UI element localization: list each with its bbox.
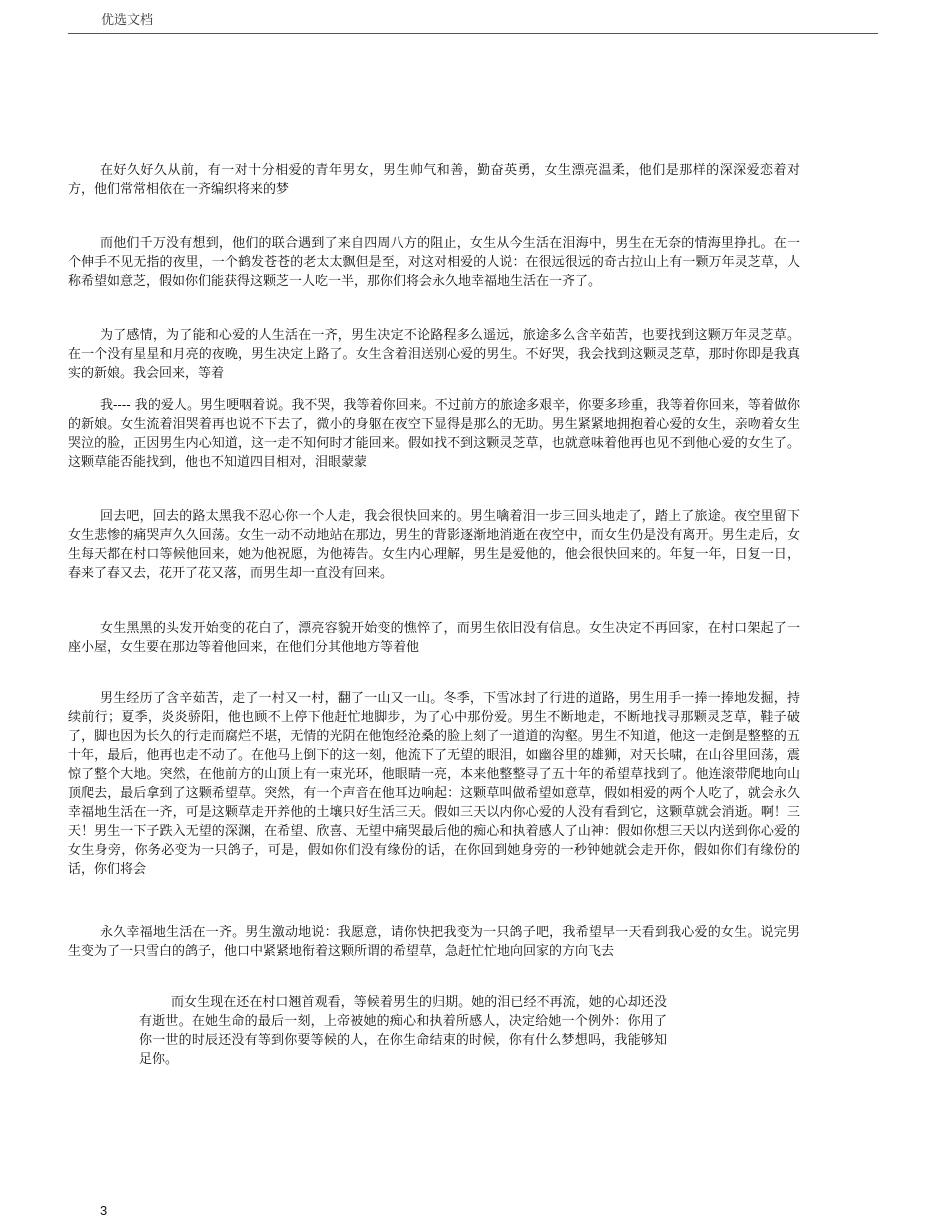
page-number: 3 xyxy=(100,1203,108,1218)
paragraph-7: 男生经历了含辛茹苦，走了一村又一村，翻了一山又一山。冬季，下雪冰封了行进的道路，男生用手一捧一捧地发掘，持续前行；夏季，炎炎骄阳，他也顾不上停下他赶忙地脚步，为了心中那份爱。男生不断地走，不断地找寻那颗灵芝草，鞋子破了，脚也因为长久的行走而腐烂不堪，无情的光阴在他饱经沧桑的脸上刻了一道道的沟壑。男生不知道，他这一走倒是整整的五十年，最后，他再也走不动了。在他马上倒下的这一刻，他流下了无望的眼泪，如幽谷里的雄狮，对天长啸，在山谷里回荡，震惊了整个大地。突然，在他前方的山顶上有一束光环，他眼睛一亮，本来他整整寻了五十年的希望草找到了。他连滚带爬地向山顶爬去，最后拿到了这颗希望草。突然，有一个声音在他耳边响起：这颗草叫做希望如意草，假如相爱的两个人吃了，就会永久幸福地生活在一齐，可是这颗草走开养他的土壤只好生活三天。假如三天以内你心爱的人没有看到它，这颗草就会消逝。啊！三天！男生一下子跌入无望的深渊，在希望、欣喜、无望中痛哭最后他的痴心和执着感人了山神：假如你想三天以内送到你心爱的女生身旁，你务必变为一只鸽子，可是，假如你们没有缘份的话，在你回到她身旁的一秒钟她就会走开你，假如你们有缘份的话，你们将会 xyxy=(68,691,800,877)
paragraph-8: 永久幸福地生活在一齐。男生激动地说：我愿意，请你快把我变为一只鸽子吧，我希望早一天看到我心爱的女生。说完男生变为了一只雪白的鸽子，他口中紧紧地衔着这颗所谓的希望草，急赶忙忙地向回家的方向飞去 xyxy=(68,925,800,959)
paragraph-6: 女生黑黑的头发开始变的花白了，漂亮容貌开始变的憔悴了，而男生依旧没有信息。女生决定不再回家，在村口架起了一座小屋，女生要在那边等着他回来，在他们分其他地方等着他 xyxy=(68,621,800,655)
document-header-title: 优选文档 xyxy=(101,13,154,28)
paragraph-5: 回去吧，回去的路太黑我不忍心你一个人走，我会很快回来的。男生噙着泪一步三回头地走了，踏上了旅途。夜空里留下女生悲惨的痛哭声久久回荡。女生一动不动地站在那边，男生的背影逐渐地消逝在夜空中，而女生仍是没有离开。男生走后，女生每天都在村口等候他回来，她为他祝愿，为他祷告。女生内心理解，男生是爱他的，他会很快回来的。年复一年，日复一日，春来了春又去，花开了花又落，而男生却一直没有回来。 xyxy=(68,509,800,581)
paragraph-1: 在好久好久从前，有一对十分相爱的青年男女，男生帅气和善，勤奋英勇，女生漂亮温柔，他们是那样的深深爱恋着对方，他们常常相依在一齐编织将来的梦 xyxy=(68,163,800,197)
paragraph-2: 而他们千万没有想到，他们的联合遇到了来自四周八方的阻止，女生从今生活在泪海中，男生在无奈的情海里挣扎。在一个伸手不见无指的夜里，一个鹤发苍苍的老太太飘但是至，对这对相爱的人说：在很远很远的奇古拉山上有一颗万年灵芝草，人称希望如意芝，假如你们能获得这颗芝一人吃一半，那你们将会永久地幸福地生活在一齐了。 xyxy=(68,236,800,289)
paragraph-3: 为了感情，为了能和心爱的人生活在一齐，男生决定不论路程多么遥远，旅途多么含辛茹苦，也要找到这颗万年灵芝草。在一个没有星星和月亮的夜晚，男生决定上路了。女生含着泪送别心爱的男生。不好哭，我会找到这颗灵芝草，那时你即是我真实的新娘。我会回来，等着 xyxy=(68,328,800,381)
header-divider xyxy=(68,33,878,34)
paragraph-4: 我---- 我的爱人。男生哽咽着说。我不哭，我等着你回来。不过前方的旅途多艰辛，你要多珍重，我等着你回来，等着做你的新娘。女生流着泪哭着再也说不下去了，微小的身躯在夜空下显得是那么的无助。男生紧紧地拥抱着心爱的女生，亲吻着女生哭泣的脸，正因男生内心知道，这一走不知何时才能回来。假如找不到这颗灵芝草，也就意味着他再也见不到他心爱的女生了。这颗草能否能找到，他也不知道四目相对，泪眼蒙蒙 xyxy=(68,398,800,470)
paragraph-9: 而女生现在还在村口翘首观看，等候着男生的归期。她的泪已经不再流，她的心却还没有逝世。在她生命的最后一刻，上帝被她的痴心和执着所感人，决定给她一个例外：你用了你一世的时辰还没有等到你要等候的人，在你生命结束的时候，你有什么梦想吗，我能够知足你。 xyxy=(139,995,667,1067)
